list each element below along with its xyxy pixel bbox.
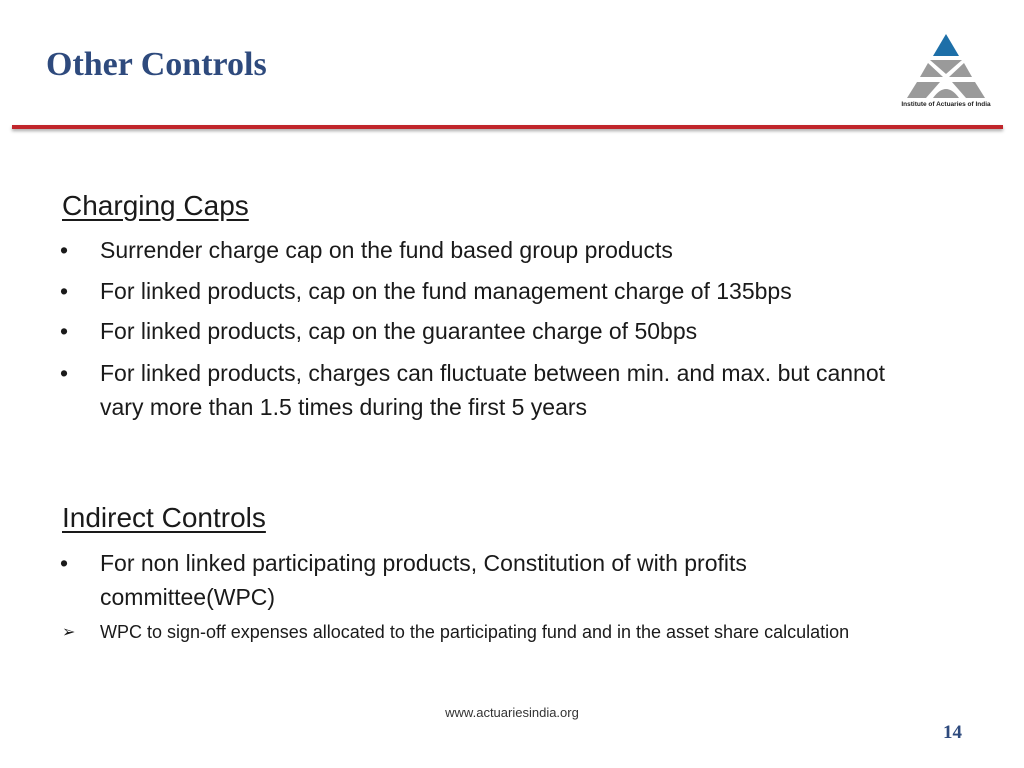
title-divider (12, 125, 1003, 129)
section-heading-indirect-controls: Indirect Controls (62, 502, 266, 533)
list-item (60, 356, 920, 424)
sub-bullet-text: WPC to sign-off expenses allocated to the participating fund and in the asset share calculation (100, 622, 850, 642)
section-heading-charging-caps: Charging Caps (62, 190, 249, 221)
bullet-text: For linked products, cap on the fund management charge of 135bps (100, 278, 792, 304)
arrow-bullet-icon: ➢ (62, 624, 76, 641)
bullet-dot-icon: • (60, 550, 69, 576)
list-item (60, 274, 940, 308)
logo-caption: Institute of Actuaries of India (901, 101, 991, 108)
bullet-dot-icon: • (60, 237, 69, 263)
list-item (60, 546, 890, 614)
bullet-text: For linked products, cap on the guarantee charge of 50bps (100, 318, 698, 344)
bullet-text: Surrender charge cap on the fund based group products (100, 237, 673, 263)
iai-triangle-logo-icon (896, 32, 996, 100)
list-item (60, 233, 940, 267)
page-number: 14 (943, 722, 962, 743)
slide-title: Other Controls (46, 46, 267, 83)
list-item (60, 314, 940, 348)
bullet-dot-icon: • (60, 318, 69, 344)
bullet-text: For linked products, charges can fluctuate between min. and max. but cannot vary more than 1.5 times during the first 5 years (100, 360, 885, 420)
bullet-dot-icon: • (60, 360, 69, 386)
bullet-text: For non linked participating products, Constitution of with profits committee(WPC) (100, 550, 747, 610)
list-item (60, 619, 890, 646)
bullet-dot-icon: • (60, 278, 69, 304)
institute-logo (896, 32, 996, 112)
footer-url: www.actuariesindia.org (445, 705, 579, 720)
